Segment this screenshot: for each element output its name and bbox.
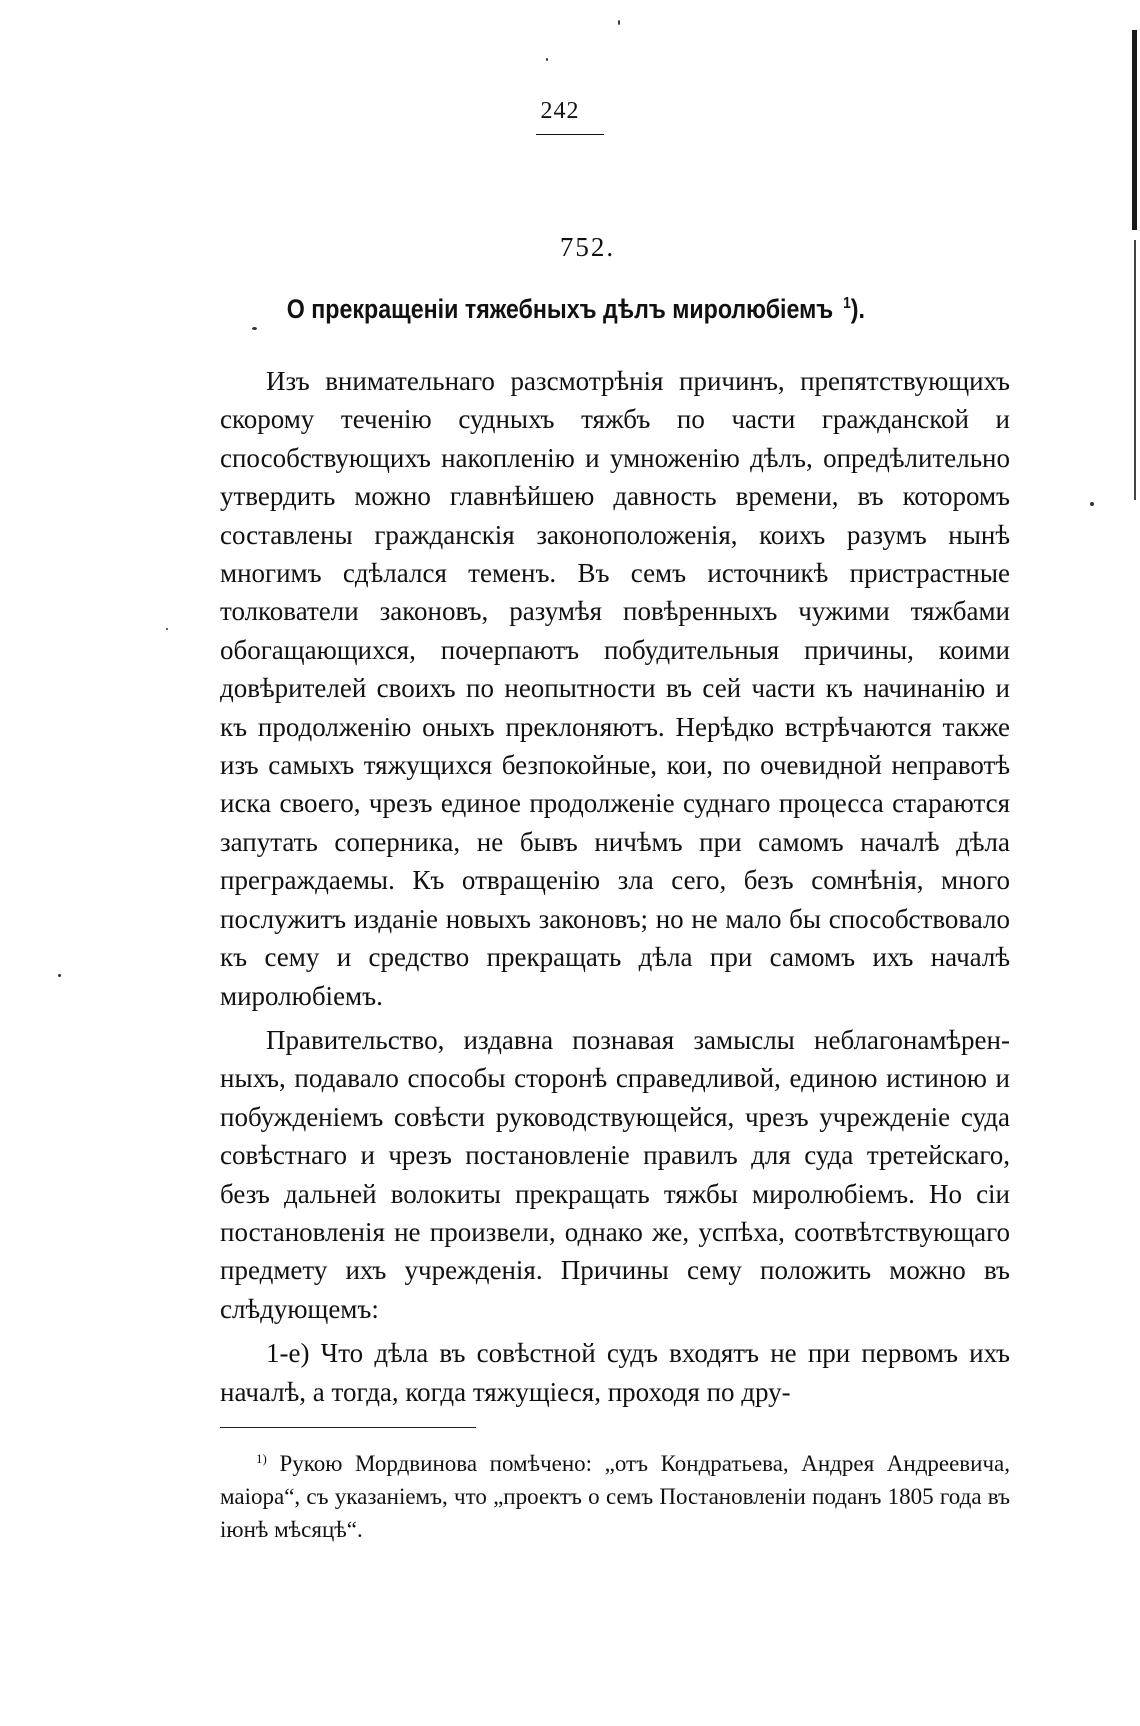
paragraph-1: Изъ внимательнаго разсмотрѣнія причинъ, препятствующихъ скорому теченію судныхъ тяжбъ по части гражданской и способствующихъ накопленію и умноженію дѣлъ, опредѣлительно утвердить можно главнѣйшею давность времени, въ которомъ составлены гражданскія законоположенія, коихъ разумъ нынѣ многимъ сдѣлался теменъ. Въ семъ источникѣ пристрастные толкователи законовъ, разумѣя повѣренныхъ чужими тяжбами обогащающихся, почерпаютъ побудительныя причины, коими довѣрителей своихъ по неопытности въ сей части къ начинанію и къ продолженію оныхъ преклоняютъ. Нерѣдко встрѣчаются также изъ самыхъ тяжущихся безпокойные, кои, по очевидной неправотѣ иска своего, чрезъ единое продолженіе суднаго процесса стараются запутать соперника, не бывъ ничѣмъ при самомъ началѣ дѣла преграждаемы. Къ отвращенію зла сего, безъ сомнѣнія, много послужитъ изданіе новыхъ законовъ; но не мало бы способствовало къ сему и средство прекращать дѣла при самомъ ихъ началѣ миролюбіемъ. xyxy=(220,366,1010,1011)
page-edge-shadow-lower xyxy=(1134,240,1136,500)
document-number-text: 752. xyxy=(559,232,616,262)
page-edge-shadow xyxy=(1132,30,1137,230)
title-footnote-mark: 1 xyxy=(843,295,851,312)
page-number: 242 xyxy=(540,98,580,124)
scan-speck xyxy=(252,327,257,330)
paragraph-3: 1-е) Что дѣла въ совѣстной судъ входятъ не при первомъ ихъ началѣ, а тогда, когда тяжущіеся, проходя по дру- xyxy=(220,1338,1010,1407)
paragraph-2: Правительство, издавна познавая замыслы неблагонамѣренныхъ, подавало способы сторонѣ справедливой, единою истиною и побужденіемъ совѣсти руководствующейся, чрезъ учрежденіе суда совѣстнаго и чрезъ постановленіе правилъ для суда третейскаго, безъ дальней волокиты прекращать тяжбы миролюбіемъ. Но сіи постановленія не произвели, однако же, успѣха, соотвѣтствующаго предмету ихъ учрежденія. Причины сему положить можно въ слѣдующемъ: xyxy=(220,1024,1010,1324)
scan-speck xyxy=(618,20,620,25)
footnote-rule xyxy=(220,1427,476,1428)
footnote-text: Рукою Мордвинова помѣчено: „отъ Кондратьева, Андрея Андреевича, маіора“, съ указаніемъ, что „проектъ о семъ Постановленіи поданъ 1805 года въ іюнѣ мѣсяцѣ“. xyxy=(220,1451,1011,1542)
footnote xyxy=(220,1442,1010,1546)
document-number xyxy=(0,232,1140,263)
document-title xyxy=(86,294,1066,325)
title-closing: ). xyxy=(850,294,865,324)
document-title-text: О прекращеніи тяжебныхъ дѣлъ миролюбіемъ xyxy=(286,294,834,324)
body-text xyxy=(220,362,1010,1411)
scan-speck xyxy=(166,628,168,630)
scan-speck xyxy=(546,58,548,61)
page-number-rule xyxy=(536,134,604,135)
scan-speck xyxy=(1090,502,1094,506)
footnote-mark: 1) xyxy=(256,1451,267,1466)
scan-speck xyxy=(58,974,61,977)
